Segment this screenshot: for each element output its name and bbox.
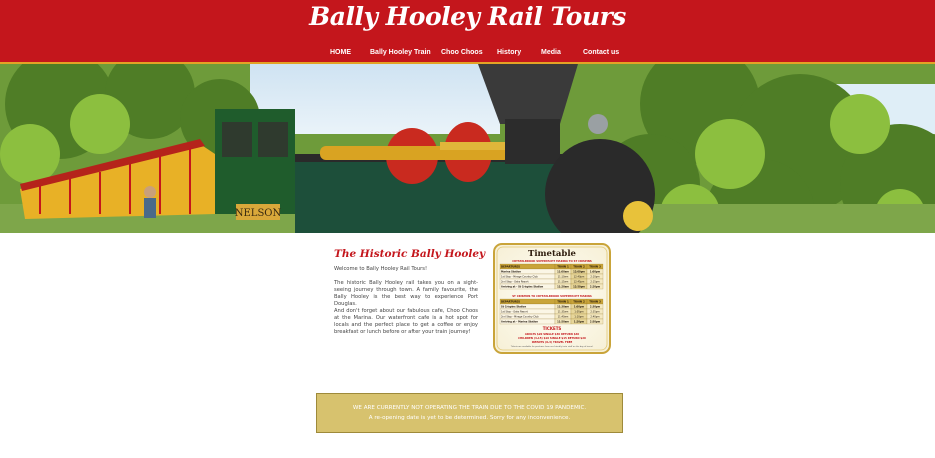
- timetable-return-cell-text: 1:05pm: [574, 310, 584, 314]
- timetable-outbound-column-header: DEPARTURES: [501, 265, 520, 269]
- timetable-graphic: [493, 243, 611, 354]
- nav-item-media[interactable]: Media: [541, 49, 561, 56]
- timetable-title: Timetable: [528, 249, 576, 259]
- timetable-return-cell-text: Arriving at - Marina Station: [501, 320, 538, 324]
- timetable-return-cell-text: 1:20pm: [573, 320, 585, 324]
- nav-item-choo-choos[interactable]: Choo Choos: [441, 49, 483, 56]
- intro-paragraph-1: The historic Bally Hooley rail takes you on a sight-seeing journey through town. A family favourite, the Bally Hooley is the best way to experience Port Douglas.: [334, 280, 478, 307]
- timetable-return-cell-text: 11:35am: [557, 310, 569, 314]
- timetable-return-cell-text: 2:35pm: [590, 310, 600, 314]
- timetable-return-column-header: TRAIN 2: [573, 300, 585, 304]
- train-illustration: [0, 64, 935, 233]
- timetable-return-cell-text: 11:30am: [557, 305, 569, 309]
- timetable-return-cell-text: 2:40pm: [590, 315, 600, 319]
- timetable-image[interactable]: [493, 243, 611, 354]
- timetable-outbound-cell-text: 2:20pm: [589, 285, 601, 289]
- timetable-return-cell-text: St Crispins Station: [501, 305, 527, 309]
- ticket-footnote: Tickets are available for purchase from our friendly train staff on the day of travel.: [510, 346, 594, 348]
- timetable-outbound-cell-text: 12:50pm: [573, 285, 585, 289]
- timetable-outbound-cell-text: 11:10am: [557, 275, 569, 279]
- timetable-outbound-column-header: TRAIN 2: [573, 265, 585, 269]
- ticket-line-children: CHILDREN (4-15) $10 SINGLE $15 RETURN $20: [518, 337, 586, 340]
- hero-image-train: [0, 64, 935, 233]
- timetable-outbound-cell-text: 12:45pm: [573, 280, 585, 284]
- site-header: [0, 0, 935, 62]
- timetable-return-column-header: DEPARTURES: [501, 300, 520, 304]
- intro-heading: The Historic Bally Hooley: [334, 248, 486, 260]
- intro-paragraph-2: And don't forget about our fabulous cafe, Choo Choos at the Marina. Our waterfront cafe is a hot spot for locals and the perfect place to get a coffee or enjoy breakfast or lunch before or after your train journey!: [334, 308, 478, 335]
- nav-item-contact-us[interactable]: Contact us: [583, 49, 620, 56]
- nav-item-history[interactable]: History: [497, 49, 522, 56]
- timetable-outbound-cell-text: Marina Station: [501, 270, 521, 274]
- nav-item-home[interactable]: HOME: [330, 49, 351, 56]
- timetable-outbound-column-header: TRAIN 1: [557, 265, 569, 269]
- timetable-return-column-header: TRAIN 3: [589, 300, 601, 304]
- timetable-return-cell-text: 11:50am: [557, 320, 569, 324]
- ticket-line-infants: INFANTS (0-3) TRAVEL FREE: [531, 341, 573, 344]
- timetable-outbound-cell-text: 2:15pm: [590, 280, 600, 284]
- main-nav: [0, 49, 935, 59]
- timetable-route-2: ST CRISPINS TO CRYSTALBROOK SUPERYACHT MARINA: [512, 295, 592, 298]
- ticket-line-adults: ADULTS $20 SINGLE $30 RETURN $40: [524, 333, 580, 336]
- timetable-outbound-cell-text: 11:15am: [557, 280, 569, 284]
- timetable-return-cell-text: 1st Stop - Oaks Resort: [501, 310, 528, 314]
- intro-welcome: Welcome to Bally Hooley Rail Tours!: [334, 266, 428, 272]
- timetable-outbound-cell-text: 1:00pm: [589, 270, 601, 274]
- timetable-outbound-cell-text: Arriving at - St Crispins Station: [501, 285, 544, 289]
- timetable-route-1: CRYSTALBROOK SUPERYACHT MARINA TO ST CRISPINS: [512, 260, 592, 263]
- site-title[interactable]: Bally Hooley Rail Tours: [309, 2, 626, 31]
- notice-line-1: WE ARE CURRENTLY NOT OPERATING THE TRAIN DUE TO THE COVID 19 PANDEMIC.: [352, 405, 587, 411]
- covid-notice: [316, 393, 623, 433]
- timetable-return-column-header: TRAIN 1: [557, 300, 569, 304]
- tickets-title: TICKETS: [542, 326, 562, 331]
- engine-nameplate: NELSON: [234, 208, 282, 219]
- timetable-return-cell-text: 11:40am: [557, 315, 569, 319]
- timetable-return-cell-text: 2:30pm: [589, 305, 601, 309]
- timetable-return-cell-text: 2nd Stop - Mirage Country Club: [501, 315, 539, 319]
- timetable-outbound-cell-text: 12:00pm: [573, 270, 585, 274]
- timetable-outbound-cell-text: 11:00am: [557, 270, 569, 274]
- timetable-return-cell-text: 1:10pm: [574, 315, 584, 319]
- timetable-outbound-cell-text: 12:40pm: [573, 275, 585, 279]
- timetable-outbound-cell-text: 11:20am: [557, 285, 569, 289]
- timetable-outbound-cell-text: 2:10pm: [590, 275, 600, 279]
- timetable-return-cell-text: 2:50pm: [589, 320, 601, 324]
- timetable-outbound-column-header: TRAIN 3: [589, 265, 601, 269]
- timetable-outbound-cell-text: 1st Stop - Mirage Country Club: [501, 275, 538, 279]
- timetable-return-cell-text: 1:00pm: [573, 305, 585, 309]
- nav-item-bally-hooley-train[interactable]: Bally Hooley Train: [370, 49, 431, 56]
- notice-line-2: A re-opening date is yet to be determined. Sorry for any inconvenience.: [368, 415, 571, 421]
- timetable-outbound-cell-text: 2nd Stop - Oaks Resort: [501, 280, 529, 284]
